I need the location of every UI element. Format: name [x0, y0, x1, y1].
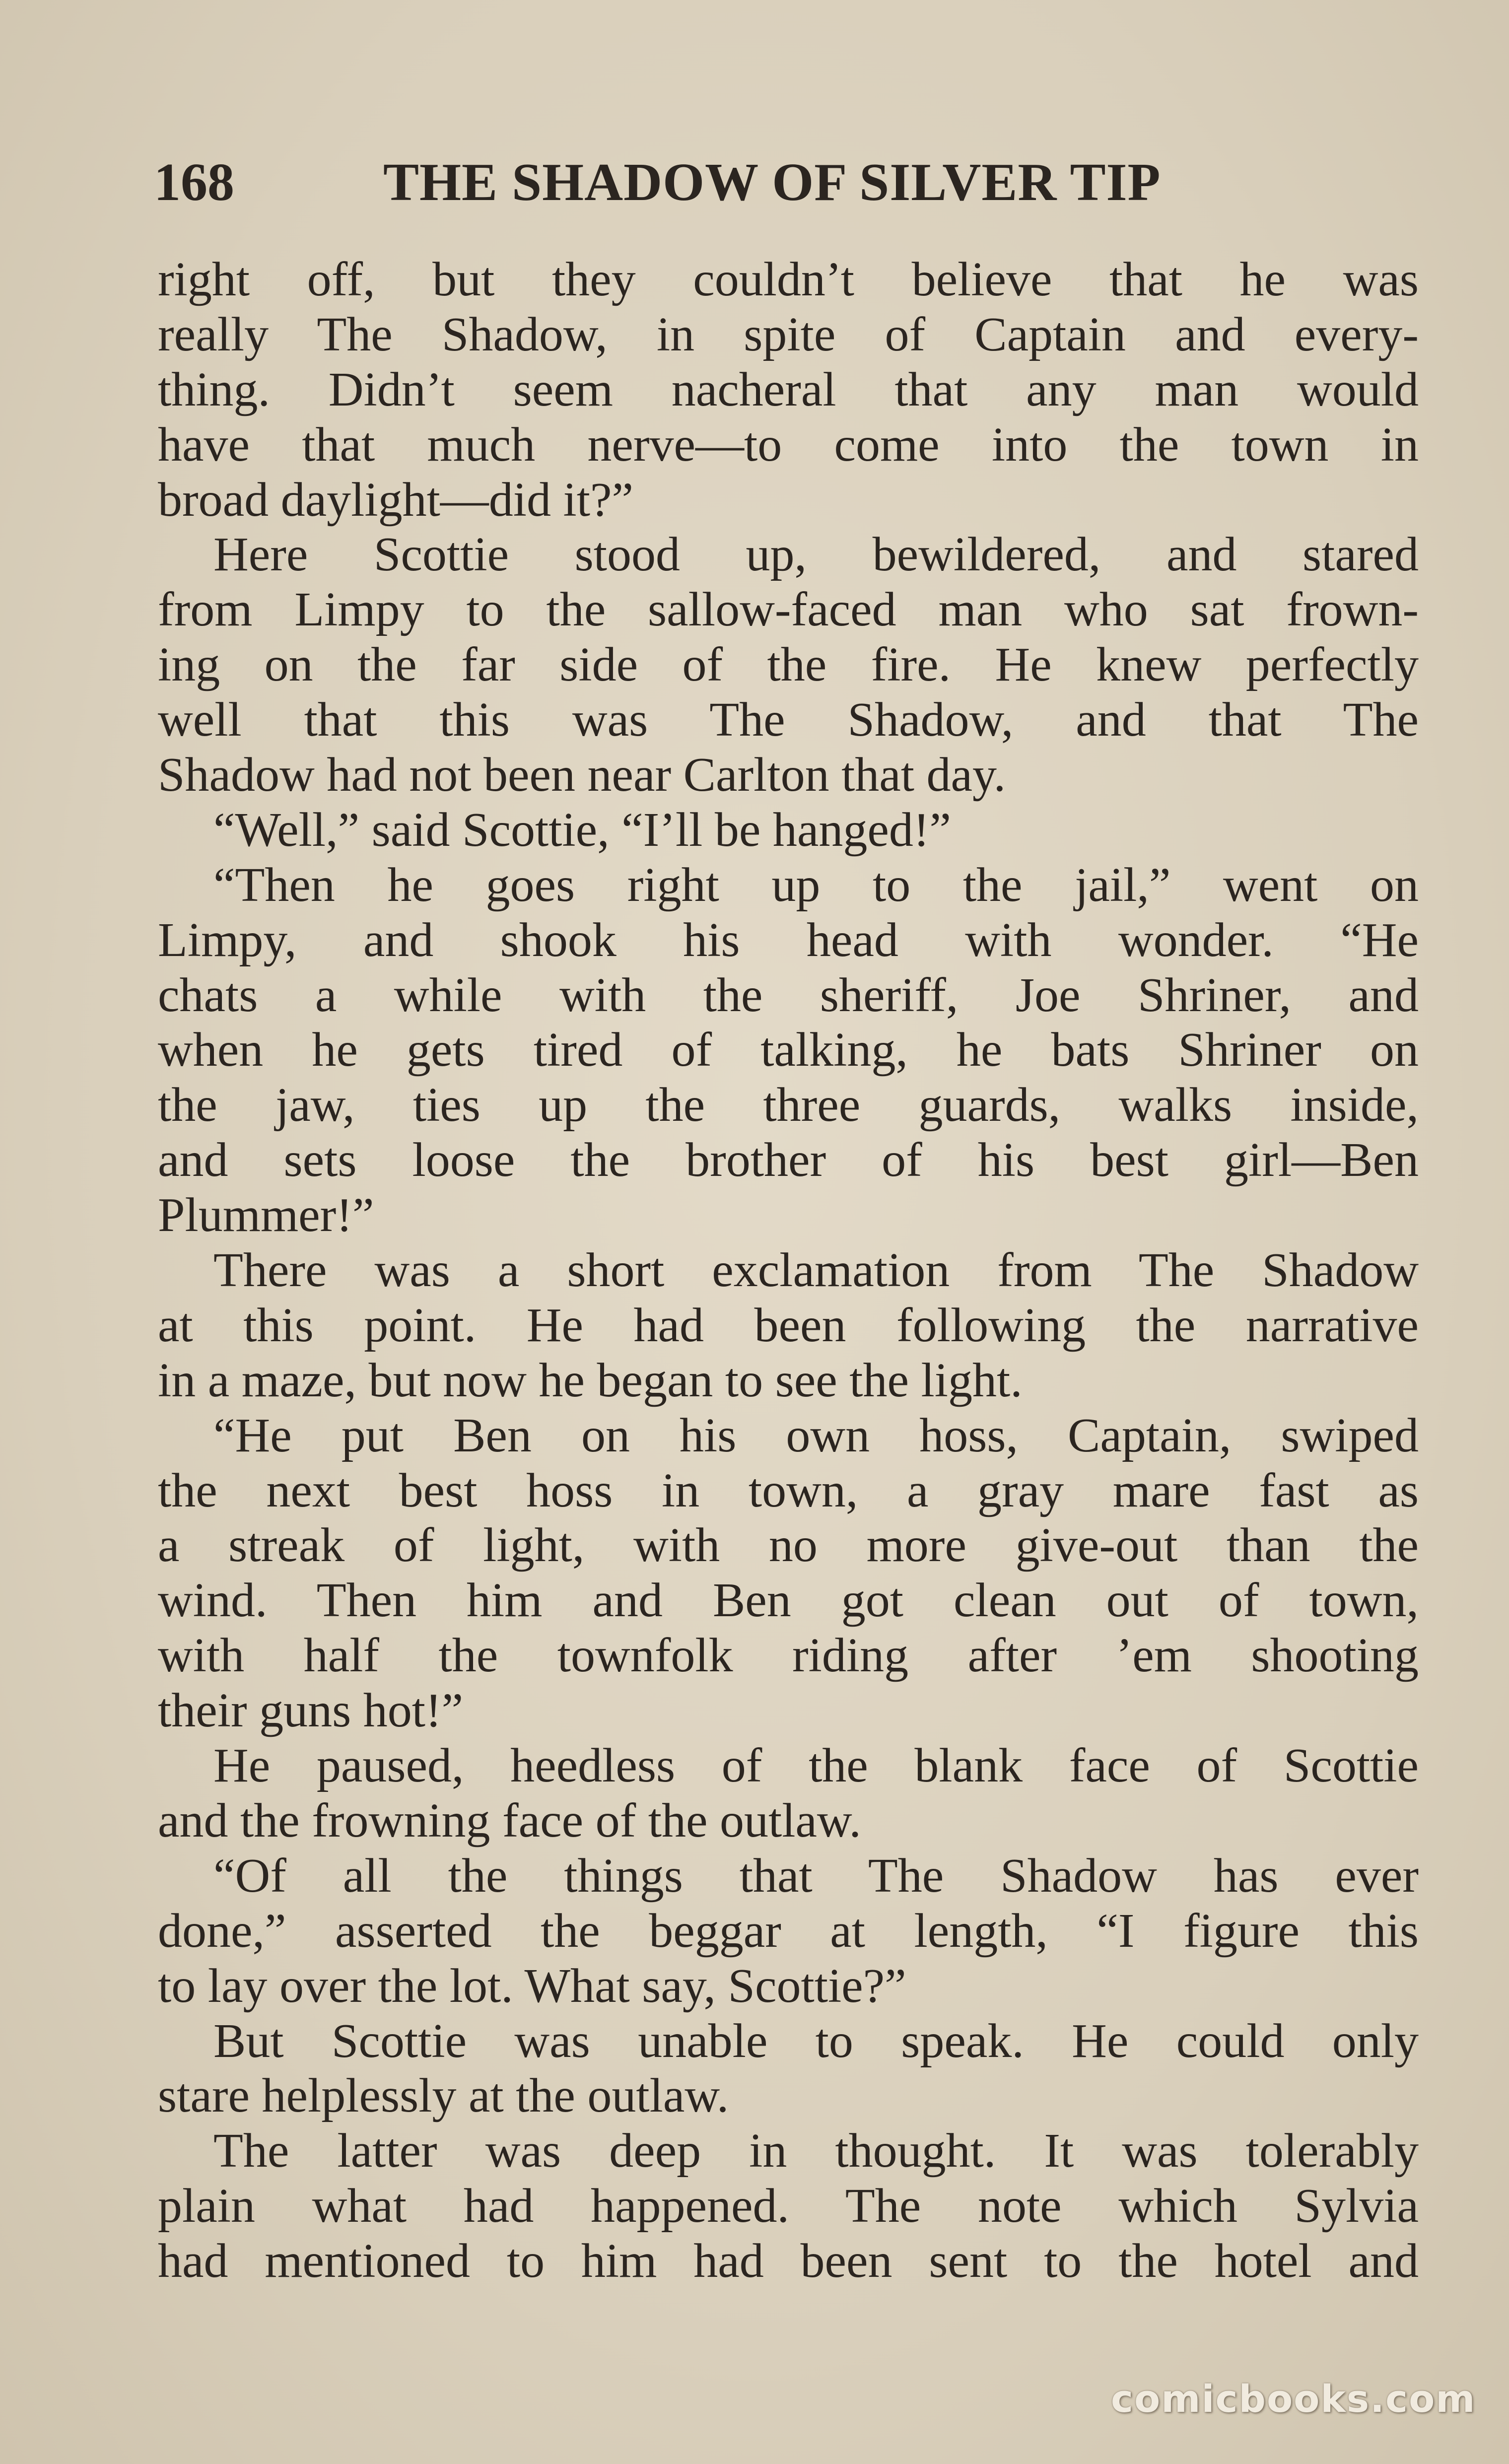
text-line: “Then he goes right up to the jail,” went on: [213, 858, 1419, 912]
text-line: to lay over the lot. What say, Scottie?”: [158, 1959, 906, 2013]
text-line: Limpy, and shook his head with wonder. “He: [158, 913, 1419, 967]
text-line: right off, but they couldn’t believe that he was: [158, 253, 1419, 306]
text-line: in a maze, but now he began to see the light.: [158, 1353, 1023, 1407]
text-line: Shadow had not been near Carlton that day.: [158, 748, 1006, 802]
watermark: comicbooks.com: [1111, 2377, 1476, 2421]
text-line: He paused, heedless of the blank face of Scottie: [213, 1739, 1419, 1793]
text-line: But Scottie was unable to speak. He could only: [213, 2014, 1419, 2068]
text-line: Here Scottie stood up, bewildered, and stared: [213, 528, 1419, 582]
text-line: Plummer!”: [158, 1188, 374, 1242]
running-title: THE SHADOW OF SILVER TIP: [383, 153, 1161, 212]
text-line: the next best hoss in town, a gray mare fast as: [158, 1463, 1419, 1517]
text-line: “Of all the things that The Shadow has ever: [213, 1848, 1419, 1903]
text-line: when he gets tired of talking, he bats Shriner on: [158, 1023, 1419, 1077]
text-line: ing on the far side of the fire. He knew perfectly: [158, 638, 1419, 692]
text-line: at this point. He had been following the narrative: [158, 1298, 1419, 1352]
page-number: 168: [154, 153, 234, 212]
text-line: The latter was deep in thought. It was tolerably: [213, 2124, 1419, 2178]
text-line: and sets loose the brother of his best girl—Ben: [158, 1133, 1419, 1187]
text-line: “He put Ben on his own hoss, Captain, swiped: [213, 1408, 1419, 1462]
text-line: from Limpy to the sallow-faced man who sat frown-: [158, 583, 1419, 637]
running-head: [154, 148, 1191, 217]
text-line: the jaw, ties up the three guards, walks inside,: [158, 1078, 1419, 1132]
text-line: chats a while with the sheriff, Joe Shriner, and: [158, 968, 1419, 1022]
text-line: well that this was The Shadow, and that The: [158, 693, 1419, 747]
text-line: thing. Didn’t seem nacheral that any man would: [158, 362, 1419, 416]
body-text: [158, 252, 1419, 2289]
text-line: broad daylight—did it?”: [158, 473, 633, 527]
text-line: done,” asserted the beggar at length, “I figure this: [158, 1904, 1419, 1958]
text-line: plain what had happened. The note which Sylvia: [158, 2179, 1419, 2233]
text-line: wind. Then him and Ben got clean out of town,: [158, 1574, 1419, 1628]
text-line: had mentioned to him had been sent to the hotel and: [158, 2234, 1419, 2288]
text-line: their guns hot!”: [158, 1684, 464, 1738]
text-line: and the frowning face of the outlaw.: [158, 1793, 861, 1848]
text-line: a streak of light, with no more give-out than the: [158, 1518, 1419, 1573]
text-line: with half the townfolk riding after ’em shooting: [158, 1629, 1419, 1683]
text-line: There was a short exclamation from The Shadow: [213, 1243, 1419, 1298]
text-line: “Well,” said Scottie, “I’ll be hanged!”: [213, 803, 951, 857]
text-line: have that much nerve—to come into the town in: [158, 417, 1419, 472]
text-line: really The Shadow, in spite of Captain and every-: [158, 307, 1419, 361]
text-line: stare helplessly at the outlaw.: [158, 2069, 729, 2123]
